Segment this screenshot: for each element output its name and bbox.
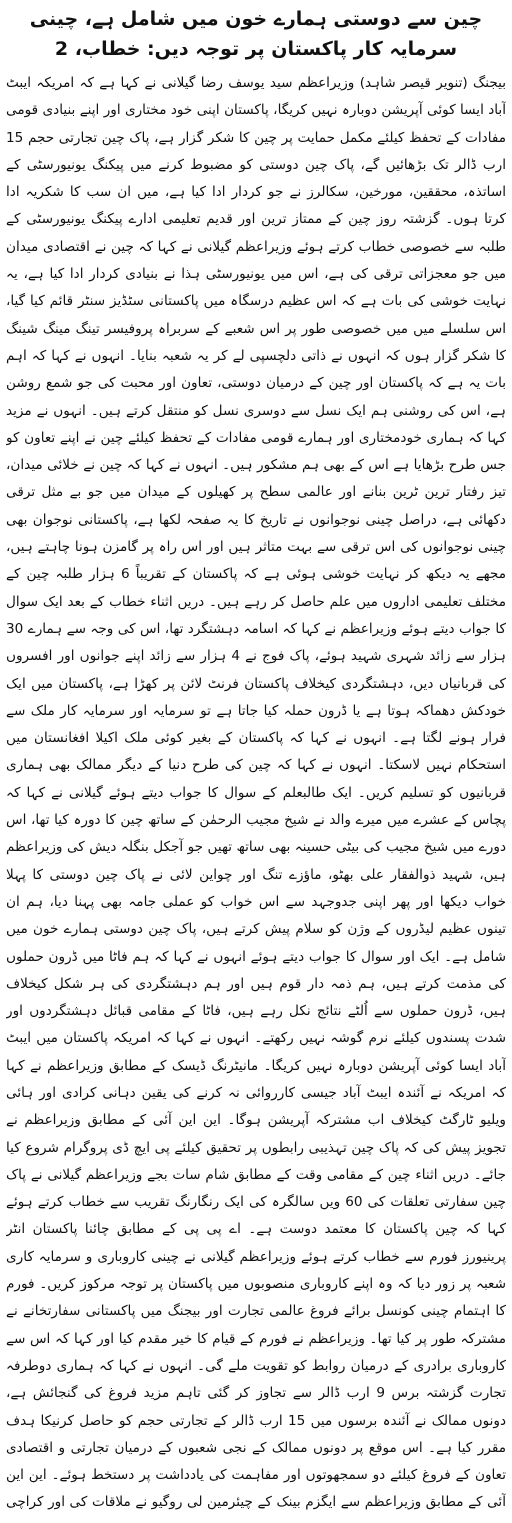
article-headline: چین سے دوستی ہمارے خون میں شامل ہے، چینی سرمایہ کار پاکستان پر توجہ دیں: خطاب، 2 <box>29 8 483 60</box>
article-body: بیجنگ (تنویر قیصر شاہد) وزیراعظم سید یوسف رضا گیلانی نے کہا ہے کہ امریکہ ایبٹ آباد ایسا کوئی آپریشن دوبارہ نہیں کریگا، پاکستان اپنی خود مختاری اور اپنے بنیادی قومی مفادات کے تحفظ کیلئے مکمل حمایت پر چین کا شکر گزار ہے، پاک چین تجارتی حجم 15 ارب ڈالر تک بڑھائیں گے، پاک چین دوستی کو مضبوط کرنے میں پیکنگ یونیورسٹی کے اساتذہ، محققین، مورخین، سکالرز نے جو کردار ادا کیا ہے، میں ان سب کا شکریہ ادا کرتا ہوں۔ گزشتہ روز چین کے ممتاز ترین اور قدیم تعلیمی ادارے پیکنگ یونیورسٹی کے طلبہ سے خصوصی خطاب کرتے ہوئے وزیراعظم گیلانی نے کہا کہ چین نے اقتصادی میدان میں جو معجزاتی ترقی کی ہے، اس میں یونیورسٹی ہذا نے بنیادی کردار ادا کیا ہے، یہ نہایت خوشی کی بات ہے کہ اس عظیم درسگاہ میں پاکستانی سٹڈیز سنٹر قائم کیا گیا، اس سلسلے میں میں خصوصی طور پر اس شعبے کے سربراہ پروفیسر تینگ مینگ شینگ کا شکر گزار ہوں کہ انہوں نے ذاتی دلچسپی لے کر یہ شعبہ بنایا۔ انہوں نے کہا کہ اہم بات یہ ہے کہ پاکستان اور چین کے درمیان دوستی، تعاون اور محبت کی جو شمع روشن ہے، اس کی روشنی ہم ایک نسل سے دوسری نسل کو منتقل کرتے ہیں۔ انہوں نے مزید کہا کہ ہماری خودمختاری اور ہمارے قومی مفادات کے تحفظ کیلئے چین نے اپنے تعاون کو جس طرح بڑھایا ہے اس کے بھی ہم مشکور ہیں۔ انہوں نے کہا کہ چین نے خلائی میدان، تیز رفتار ترین ٹرین بنانے اور عالمی سطح پر کھیلوں کے میدان میں جو بے مثل ترقی دکھائی ہے، دراصل چینی نوجوانوں نے تاریخ کا یہ صفحہ لکھا ہے، پاکستانی نوجوان بھی چینی نوجوانوں کی اس ترقی سے بہت متاثر ہیں اور اس راہ پر گامزن ہونا چاہتے ہیں، مجھے یہ دیکھ کر نہایت خوشی ہوئی ہے کہ پاکستان کے تقریباً 6 ہزار طلبہ چین کے مختلف تعلیمی اداروں میں علم حاصل کر رہے ہیں۔ دریں اثناء خطاب کے بعد ایک سوال کا جواب دیتے ہوئے وزیراعظم نے کہا کہ اسامہ دہشتگرد تھا، اس کی وجہ سے ہمارے 30 ہزار سے زائد شہری شہید ہوئے، پاک فوج نے 4 ہزار سے زائد اپنے جوانوں اور افسروں کی قربانیاں دیں، دہشتگردی کیخلاف پاکستان فرنٹ لائن پر کھڑا ہے، پاکستان میں ایک خودکش دھماکہ ہوتا ہے یا ڈرون حملہ کیا جاتا ہے تو سرمایہ اور سرمایہ کار ملک سے فرار ہونے لگتا ہے۔ انہوں نے کہا کہ پاکستان کے بغیر کوئی ملک اکیلا افغانستان میں استحکام نہیں لاسکتا۔ انہوں نے کہا کہ چین کی طرح دنیا کے دیگر ممالک بھی ہماری قربانیوں کو تسلیم کریں۔ ایک طالبعلم کے سوال کا جواب دیتے ہوئے گیلانی نے کہا کہ پچاس کے عشرے میں میرے والد نے شیخ مجیب الرحمٰن کے ساتھ چین کا دورہ کیا تھا، اس دورے میں شیخ مجیب کی بیٹی حسینہ بھی ساتھ تھیں جو آجکل بنگلہ دیش کی وزیراعظم ہیں، شہید ذوالفقار علی بھٹو، ماؤزے تنگ اور چواین لائی نے پاک چین دوستی کا پہلا خواب دیکھا اور پھر اپنی جدوجہد سے اس خواب کو عملی جامہ بھی پہنا دیا، ہم ان تینوں عظیم لیڈروں کے وژن کو سلام پیش کرتے ہیں، پاک چین دوستی ہمارے خون میں شامل ہے۔ ایک اور سوال کا جواب دیتے ہوئے انہوں نے کہا کہ ہم فاٹا میں ڈرون حملوں کی مذمت کرتے ہیں، ہم ذمہ دار قوم ہیں اور ہم دہشتگردی کی ہر شکل کیخلاف ہیں، ڈرون حملوں سے اُلٹے نتائج نکل رہے ہیں، فاٹا کے مقامی قبائل دہشتگردوں اور شدت پسندوں کیلئے نرم گوشہ نہیں رکھتے۔ انہوں نے کہا کہ امریکہ پاکستان میں ایبٹ آباد ایسا کوئی آپریشن دوبارہ نہیں کریگا۔ مانیٹرنگ ڈیسک کے مطابق وزیراعظم نے کہا کہ امریکہ نے آئندہ ایبٹ آباد جیسی کارروائی نہ کرنے کی یقین دہانی کرادی اور ہائی ویلیو ٹارگٹ کیخلاف اب مشترکہ آپریشن ہوگا۔ این این آئی کے مطابق وزیراعظم نے تجویز پیش کی کہ پاک چین تہذیبی رابطوں پر تحقیق کیلئے پی ایچ ڈی پروگرام شروع کیا جائے۔ دریں اثناء چین کے مقامی وقت کے مطابق شام سات بجے وزیراعظم گیلانی نے پاک چین سفارتی تعلقات کی 60 ویں سالگرہ کی ایک رنگارنگ تقریب سے خطاب کرتے ہوئے کہا کہ چین پاکستان کا معتمد دوست ہے۔ اے پی پی کے مطابق چائنا پاکستان انٹر پرینیورز فورم سے خطاب کرتے ہوئے وزیراعظم گیلانی نے چینی کاروباری و سرمایہ کاری شعبہ پر زور دیا کہ وہ اپنے کاروباری منصوبوں میں پاکستان پر توجہ مرکوز کریں۔ فورم کا اہتمام چینی کونسل برائے فروغ عالمی تجارت اور بیجنگ میں پاکستانی سفارتخانے نے مشترکہ طور پر کیا تھا۔ وزیراعظم نے فورم کے قیام کا خیر مقدم کیا اور کہا کہ اس سے کاروباری برادری کے درمیان روابط کو تقویت ملے گی۔ انہوں نے کہا کہ ہماری دوطرفہ تجارت گزشتہ برس 9 ارب ڈالر سے تجاوز کر گئی تاہم مزید فروغ کی گنجائش ہے، دونوں ممالک نے آئندہ برسوں میں 15 ارب ڈالر کے تجارتی حجم کو حاصل کرنیکا ہدف مقرر کیا ہے۔ اس موقع پر دونوں ممالک کے نجی شعبوں کے درمیان تجارتی و اقتصادی تعاون کے فروغ کیلئے دو سمجھوتوں اور مفاہمت کی یادداشت پر دستخط ہوئے۔ این این آئی کے مطابق وزیراعظم سے ایگزم بینک کے چیئرمین لی روگیو نے ملاقات کی اور کراچی <box>6 75 506 1510</box>
